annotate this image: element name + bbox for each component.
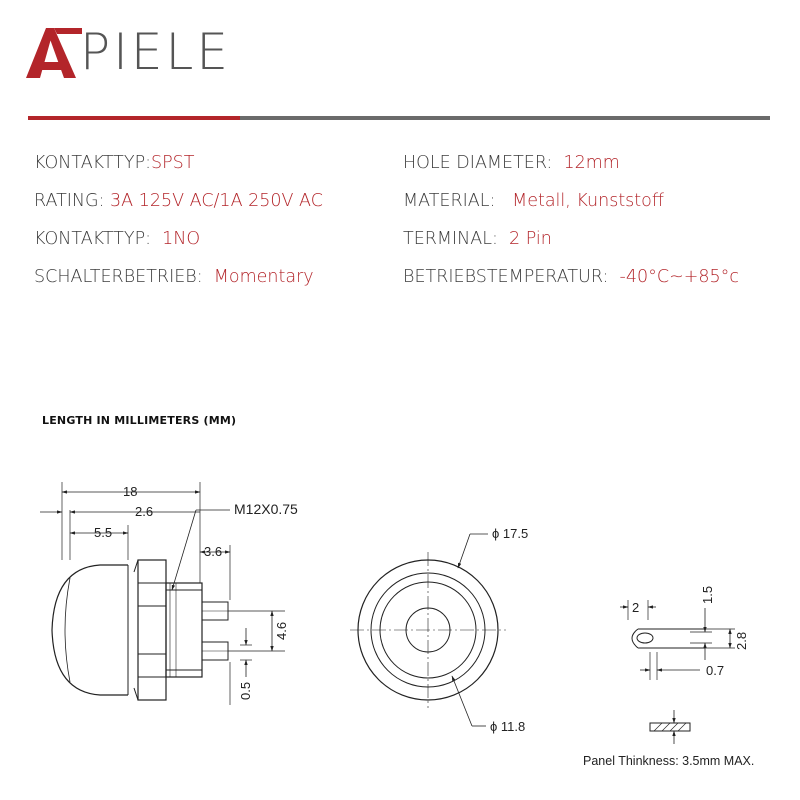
spec-value: Metall, Kunststoff bbox=[512, 191, 664, 211]
spec-label: SCHALTERBETRIEB: bbox=[34, 267, 203, 287]
spec-label: HOLE DIAMETER: bbox=[403, 153, 553, 173]
dim-18-label: 18 bbox=[123, 484, 138, 499]
side-view-labels bbox=[94, 484, 298, 700]
spec-value: Momentary bbox=[213, 267, 314, 287]
dim-2-label: 2 bbox=[632, 600, 640, 615]
dim-4-6-label: 4.6 bbox=[274, 621, 289, 640]
outer-diameter-label: ϕ 17.5 bbox=[492, 526, 529, 541]
dim-5-5-label: 5.5 bbox=[94, 525, 113, 540]
dim-2-8-label: 2.8 bbox=[734, 631, 749, 650]
dim-1-5-label: 1.5 bbox=[700, 585, 715, 604]
spec-label: MATERIAL: bbox=[403, 191, 496, 211]
dim-2-6-label: 2.6 bbox=[135, 504, 154, 519]
panel-thickness-icon bbox=[650, 710, 690, 744]
dim-0-5-label: 0.5 bbox=[238, 681, 253, 700]
inner-diameter-label: ϕ 11.8 bbox=[490, 719, 526, 734]
spec-label: KONTAKTTYP: bbox=[34, 229, 152, 249]
dim-0-7-label: 0.7 bbox=[706, 663, 725, 678]
spec-value: 12mm bbox=[563, 153, 620, 173]
spec-label: TERMINAL: bbox=[403, 229, 498, 249]
spec-value: 2 Pin bbox=[509, 229, 552, 249]
brand-name: PIELE bbox=[80, 23, 231, 81]
thread-label: M12X0.75 bbox=[234, 501, 298, 517]
spec-label: RATING: bbox=[34, 191, 105, 211]
dim-3-6-label: 3.6 bbox=[204, 544, 223, 559]
spec-value: SPST bbox=[151, 153, 195, 173]
spec-label: BETRIEBSTEMPERATUR: bbox=[403, 267, 609, 287]
spec-value: -40°C~+85°c bbox=[619, 267, 740, 287]
drawing-title: LENGTH IN MILLIMETERS (MM) bbox=[42, 414, 237, 427]
front-view bbox=[350, 534, 506, 726]
spec-label: KONTAKTTYP: bbox=[34, 153, 152, 173]
spec-value: 3A 125V AC/1A 250V AC bbox=[110, 191, 323, 211]
panel-note: Panel Thinkness: 3.5mm MAX. bbox=[583, 754, 755, 768]
spec-value: 1NO bbox=[162, 229, 201, 249]
